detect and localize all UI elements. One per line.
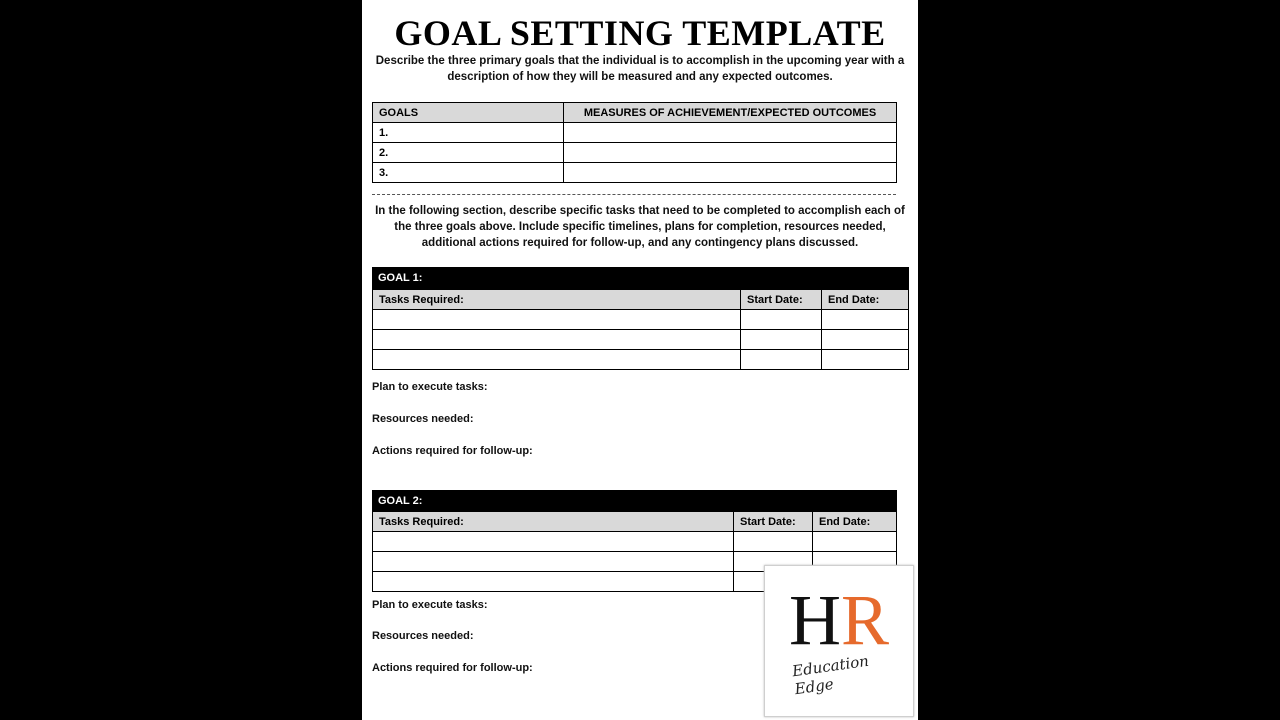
start-date-cell[interactable] xyxy=(734,532,813,552)
goals-header: GOALS xyxy=(373,103,564,123)
dashed-divider xyxy=(372,194,896,195)
table-row xyxy=(373,330,909,350)
goal2-resources-label: Resources needed: xyxy=(372,630,474,642)
measure-cell[interactable] xyxy=(564,123,897,143)
measure-cell[interactable] xyxy=(564,163,897,183)
goal-number: 3. xyxy=(373,163,564,183)
tasks-required-header: Tasks Required: xyxy=(373,512,734,532)
start-date-header: Start Date: xyxy=(734,512,813,532)
goal2-actions-label: Actions required for follow-up: xyxy=(372,662,533,674)
section-instructions: In the following section, describe specific tasks that need to be completed to accomplish each of the three goals above. Include specific timelines, plans for completion, resources needed, additional actions required for follow-up, and any contingency plans discussed. xyxy=(375,205,905,249)
intro-text: Describe the three primary goals that the individual is to accomplish in the upcoming year with a description of how they will be measured and any expected outcomes. xyxy=(375,55,905,83)
start-date-cell[interactable] xyxy=(741,350,822,370)
table-row xyxy=(373,350,909,370)
task-cell[interactable] xyxy=(373,350,741,370)
goal-number: 2. xyxy=(373,143,564,163)
end-date-cell[interactable] xyxy=(813,532,897,552)
tasks-required-header: Tasks Required: xyxy=(373,290,741,310)
goal-number: 1. xyxy=(373,123,564,143)
table-row xyxy=(373,310,909,330)
table-row xyxy=(373,143,897,163)
end-date-cell[interactable] xyxy=(822,350,909,370)
table-row xyxy=(373,532,897,552)
goals-table xyxy=(372,102,897,183)
goal1-header: GOAL 1: xyxy=(372,267,909,289)
goals-table-header xyxy=(373,103,897,123)
end-date-header: End Date: xyxy=(813,512,897,532)
end-date-header: End Date: xyxy=(822,290,909,310)
start-date-cell[interactable] xyxy=(741,310,822,330)
task-cell[interactable] xyxy=(373,572,734,592)
goal2-table-header xyxy=(373,512,897,532)
goal1-resources-label: Resources needed: xyxy=(372,413,474,425)
goal1-table-header xyxy=(373,290,909,310)
logo-subtitle: Education Edge xyxy=(791,651,870,699)
measure-cell[interactable] xyxy=(564,143,897,163)
start-date-header: Start Date: xyxy=(741,290,822,310)
start-date-cell[interactable] xyxy=(741,330,822,350)
end-date-cell[interactable] xyxy=(822,310,909,330)
goal1-plan-label: Plan to execute tasks: xyxy=(372,381,488,393)
end-date-cell[interactable] xyxy=(822,330,909,350)
logo-letter-r: R xyxy=(840,580,890,660)
logo-letter-h: H xyxy=(788,580,841,660)
goal2-plan-label: Plan to execute tasks: xyxy=(372,599,488,611)
table-row xyxy=(373,163,897,183)
goal1-tasks-table xyxy=(372,289,909,370)
goal1-actions-label: Actions required for follow-up: xyxy=(372,445,533,457)
hr-education-edge-logo xyxy=(764,565,914,717)
task-cell[interactable] xyxy=(373,330,741,350)
table-row xyxy=(373,123,897,143)
measures-header: MEASURES OF ACHIEVEMENT/EXPECTED OUTCOMES xyxy=(564,103,897,123)
task-cell[interactable] xyxy=(373,552,734,572)
task-cell[interactable] xyxy=(373,532,734,552)
goal2-header: GOAL 2: xyxy=(372,490,897,512)
page-title: GOAL SETTING TEMPLATE xyxy=(394,13,886,53)
task-cell[interactable] xyxy=(373,310,741,330)
